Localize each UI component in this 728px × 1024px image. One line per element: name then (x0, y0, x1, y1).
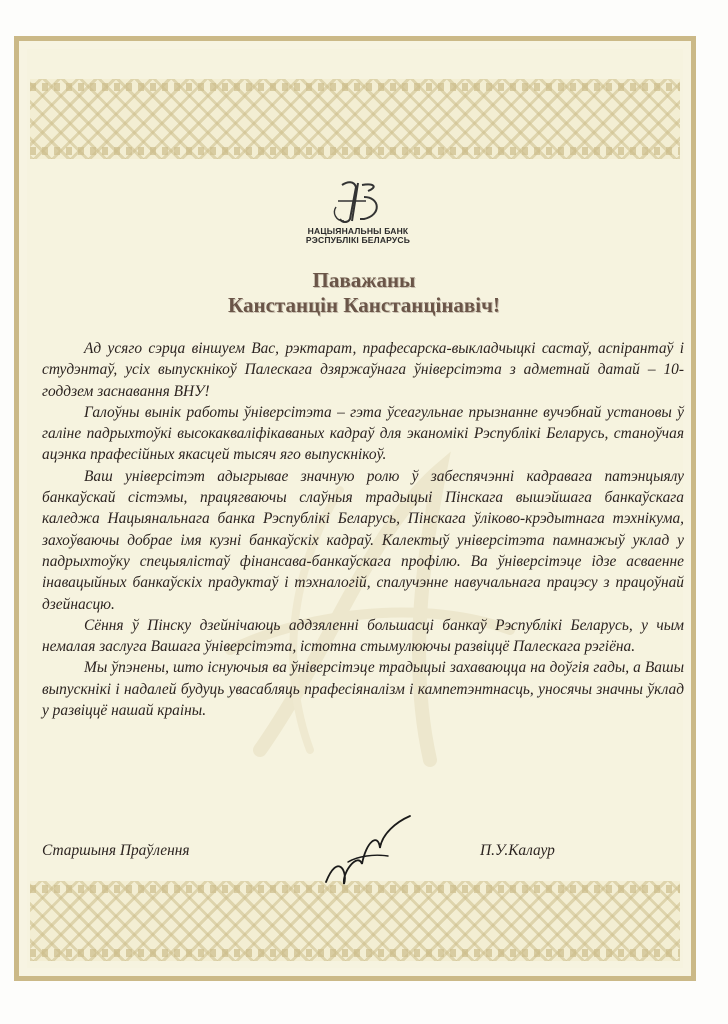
letter-body (42, 338, 684, 721)
national-bank-logo (298, 177, 418, 259)
nb-monogram-icon (328, 177, 388, 227)
salutation-line-2: Канстанцін Канстанцінавіч! (228, 293, 500, 317)
paragraph-4: Сёння ў Пінску дзейнічаюць аддзяленні большасці банкаў Рэспублікі Беларусь, у чым немалая заслуга Вашага ўніверсітэта, істотна стымулюючы развіццё Палескага рэгіёна. (42, 616, 684, 656)
signatory-title: Старшыня Праўлення (42, 842, 190, 859)
salutation-line-1: Паважаны (312, 268, 416, 292)
bottom-ornament-band (30, 881, 680, 961)
logo-line-1: НАЦЫЯНАЛЬНЫ БАНК (307, 226, 409, 236)
signatory-name: П.У.Калаур (480, 842, 555, 859)
paragraph-2: Галоўны вынік работы ўніверсітэта – гэта ўсеагульнае прызнанне вучэбнай установы ў галіне падрыхтоўкі высокакваліфікаваных кадраў для эканомікі Рэспублікі Беларусь, станоўчая ацэнка прафесійных якасцей тысяч яго выпускнікоў. (42, 403, 684, 464)
paragraph-1: Ад усяго сэрца віншуем Вас, рэктарат, прафесарска-выкладчыцкі састаў, аспірантаў і студэнтаў, усіх выпускнікоў Палескага дзяржаўнага ўніверсітэта з адметнай датай – 10-годдзем заснавання ВНУ! (42, 340, 684, 400)
top-ornament-band (30, 79, 680, 159)
paragraph-3: Ваш універсітэт адыгрывае значную ролю ў забеспячэнні кадравага патэнцыялу банкаўскай сістэмы, працягваючы слаўныя традыцыі Пінскага вышэйшага банкаўскага каледжа Нацыянальнага банка Рэспублікі Беларусь, Пінскага ўліково-крэдытнага тэхнікума, захоўваючы добрае імя кузні банкаўскіх кадраў. Калектыў універсітэта памнажыў уклад у падрыхтоўку спецыялістаў фінансава-банкаўскага профілю. Ва ўніверсітэце ідзе асваенне інавацыйных банкаўскіх прадуктаў і тэхналогій, спалучэнне навучальнага працэсу з працоўнай дзейнасцю. (42, 467, 684, 613)
paragraph-5: Мы ўпэнены, што існуючыя ва ўніверсітэце традыцыі захаваюцца на доўгія гады, а Вашы выпускнікі і надалей будуць увасабляць прафесіяналізм і кампетэнтнасць, уносячы значны ўклад у развіццё нашай краіны. (42, 659, 684, 720)
logo-line-2: РЭСПУБЛІКІ БЕЛАРУСЬ (305, 235, 411, 245)
handwritten-signature (318, 812, 418, 892)
